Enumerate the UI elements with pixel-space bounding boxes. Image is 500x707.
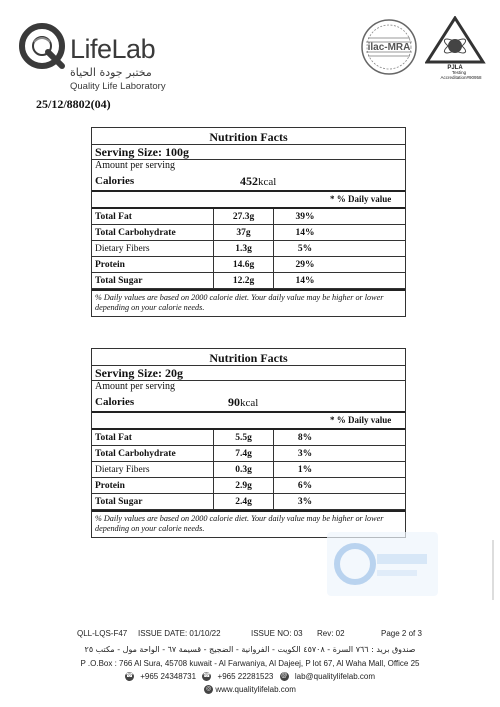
calories-row [92,172,405,192]
pjla-label: PJLA [447,65,463,71]
daily-value-footnote: % Daily values are based on 2000 calorie diet. Your daily value may be higher or lower depending on your calorie needs. [92,289,405,316]
calories-label: Calories [95,396,135,408]
table-row: Dietary Fibers 1.3g 5% [92,241,405,257]
ilac-seal-label: ilac-MRA [367,42,411,53]
table-row: Protein 14.6g 29% [92,257,405,273]
nutrition-facts-table-2 [91,348,406,538]
daily-value-header: * % Daily value [330,415,392,425]
page-number: Page 2 of 3 [381,629,422,638]
lifelab-logo-icon [18,22,68,72]
table-row: Dietary Fibers 0.3g 1% [92,462,405,478]
serving-size: Serving Size: 20g [92,365,405,380]
contact-line [0,672,500,681]
calories-value: 452 [240,174,258,188]
table-row: Total Sugar 12.2g 14% [92,273,405,289]
email-link[interactable]: lab@qualitylifelab.com [294,672,376,681]
calories-value: 90 [228,395,240,409]
pjla-accreditation-icon [425,16,495,80]
nutrition-facts-table-1 [91,127,406,317]
calories-unit: kcal [258,176,277,188]
phone-1[interactable]: +965 24348731 [140,672,197,681]
pjla-accreditation-number: Accreditation#90958 [440,75,482,80]
document-number: 25/12/8802(04) [36,97,111,111]
phone-icon: ☎ [203,673,211,680]
nutrient-rows [92,428,405,510]
pjla-sub-label: Testing [451,70,467,75]
logo-arabic-text: مختبر جودة الحياة [70,66,152,79]
table-row: Total Carbohydrate 7.4g 3% [92,446,405,462]
table-row: Total Fat 27.3g 39% [92,208,405,225]
table-row: Protein 2.9g 6% [92,478,405,494]
ilac-mra-seal-icon [360,18,418,76]
table-title: Nutrition Facts [209,351,288,365]
logo-english-text: Quality Life Laboratory [70,81,166,92]
form-code: QLL-LQS-F47 [77,629,128,638]
website-link[interactable]: www.qualitylifelab.com [215,685,296,694]
amount-per-serving-label: Amount per serving [92,380,405,393]
arabic-address: صندوق بريد : ٧٦٦ السرة - ٤٥٧٠٨ الكويت - الفروانية - الضجيج - قسيمة ٦٧ - الواحة مول - مكتب ٢٥ [84,645,416,654]
lab-stamp-icon [325,528,440,600]
table-row: Total Fat 5.5g 8% [92,429,405,446]
calories-label: Calories [95,175,135,187]
calories-unit: kcal [240,397,259,409]
table-title: Nutrition Facts [209,130,288,144]
serving-size: Serving Size: 100g [92,144,405,159]
issue-number: ISSUE NO: 03 [251,629,303,638]
revision: Rev: 02 [317,629,345,638]
table-row: Total Carbohydrate 37g 14% [92,225,405,241]
issue-date: ISSUE DATE: 01/10/22 [138,629,221,638]
website-line [0,685,500,694]
daily-value-header: * % Daily value [330,194,392,204]
calories-row [92,393,405,413]
table-row: Total Sugar 2.4g 3% [92,494,405,510]
logo-text: LifeLab [70,34,156,64]
phone-2[interactable]: +965 22281523 [217,672,274,681]
phone-icon: ☎ [125,673,134,680]
globe-icon: ◎ [206,686,212,693]
daily-value-footnote: % Daily values are based on 2000 calorie diet. Your daily value may be higher or lower depending on your calorie needs. [92,510,405,537]
nutrient-rows [92,207,405,289]
amount-per-serving-label: Amount per serving [92,159,405,172]
postal-address: P .O.Box : 766 Al Sura, 45708 kuwait - Al Farwaniya, Al Dajeej, P lot 67, Al Waha Mall, Office 25 [80,659,420,668]
scan-edge-mark [492,540,494,600]
email-icon: @ [281,673,288,680]
